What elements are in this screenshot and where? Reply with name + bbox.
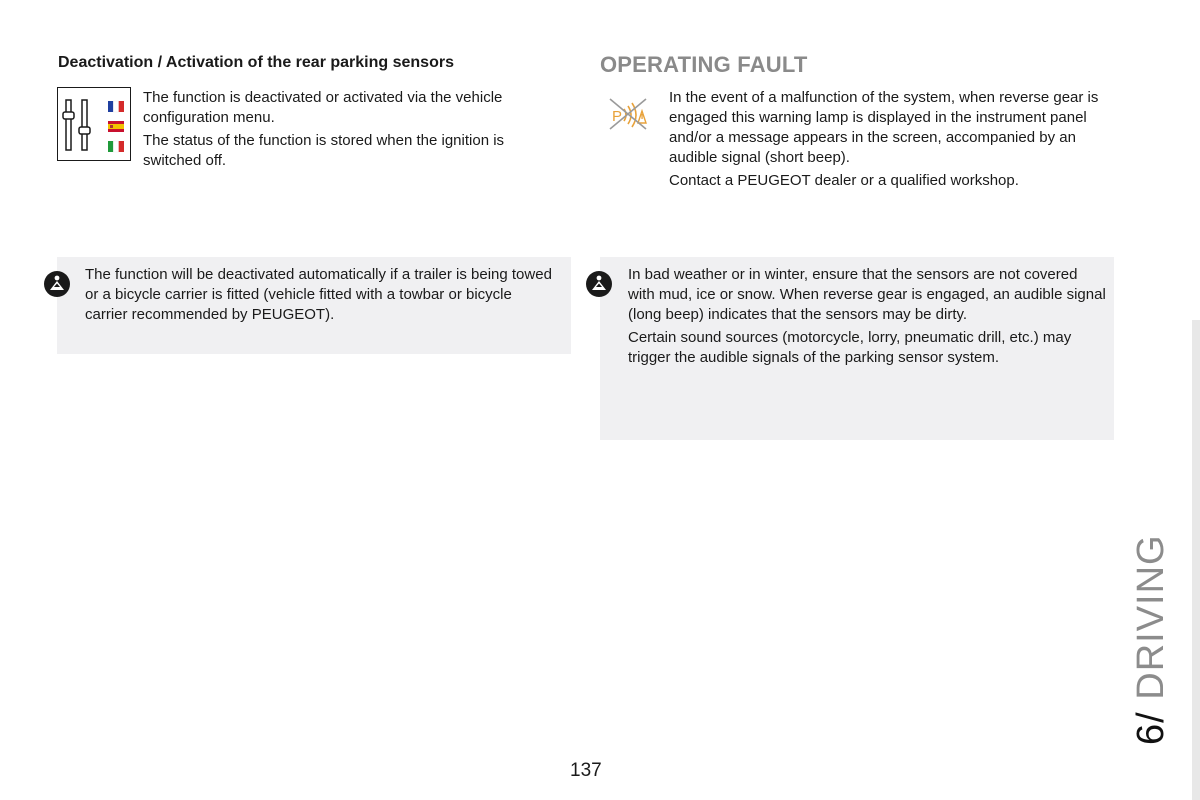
chapter-number: 6/ (1130, 711, 1172, 745)
paragraph: In the event of a malfunction of the system, when reverse gear is engaged this warning lamp is displayed in the instrument panel and/or a message appears in the screen, accompanied by an audible signal (short beep). (669, 89, 1099, 166)
svg-text:P: P (612, 108, 623, 125)
chapter-name: DRIVING (1130, 534, 1172, 712)
section-heading: Deactivation / Activation of the rear parking sensors (58, 54, 454, 71)
chapter-tab (1192, 320, 1200, 800)
right-paragraphs (669, 88, 1124, 194)
paragraph: In bad weather or in winter, ensure that the sensors are not covered with mud, ice or snow. When reverse gear is engaged, an audible signal (long beep) indicates that the sensors may be dirty. (628, 266, 1106, 323)
note-text (628, 265, 1108, 371)
section-title: OPERATING FAULT (600, 52, 808, 77)
paragraph: The function is deactivated or activated via the vehicle configuration menu. (143, 89, 503, 126)
page-number: 137 (570, 760, 602, 781)
paragraph: The function will be deactivated automatically if a trailer is being towed or a bicycle carrier is fitted (vehicle fitted with a towbar or bicycle carrier recommended by PEUGEOT). (85, 266, 552, 323)
paragraph: The status of the function is stored when the ignition is switched off. (143, 132, 505, 169)
info-icon (43, 270, 71, 298)
paragraph: Certain sound sources (motorcycle, lorry, pneumatic drill, etc.) may trigger the audible signals of the parking sensor system. (628, 329, 1072, 366)
parking-sensor-warning-lamp-icon (608, 95, 650, 133)
chapter-label (1130, 534, 1173, 745)
paragraph: Contact a PEUGEOT dealer or a qualified workshop. (669, 172, 1019, 189)
note-text (85, 265, 555, 328)
configuration-menu-icon (57, 87, 131, 161)
left-paragraphs (143, 88, 543, 174)
info-icon (585, 270, 613, 298)
